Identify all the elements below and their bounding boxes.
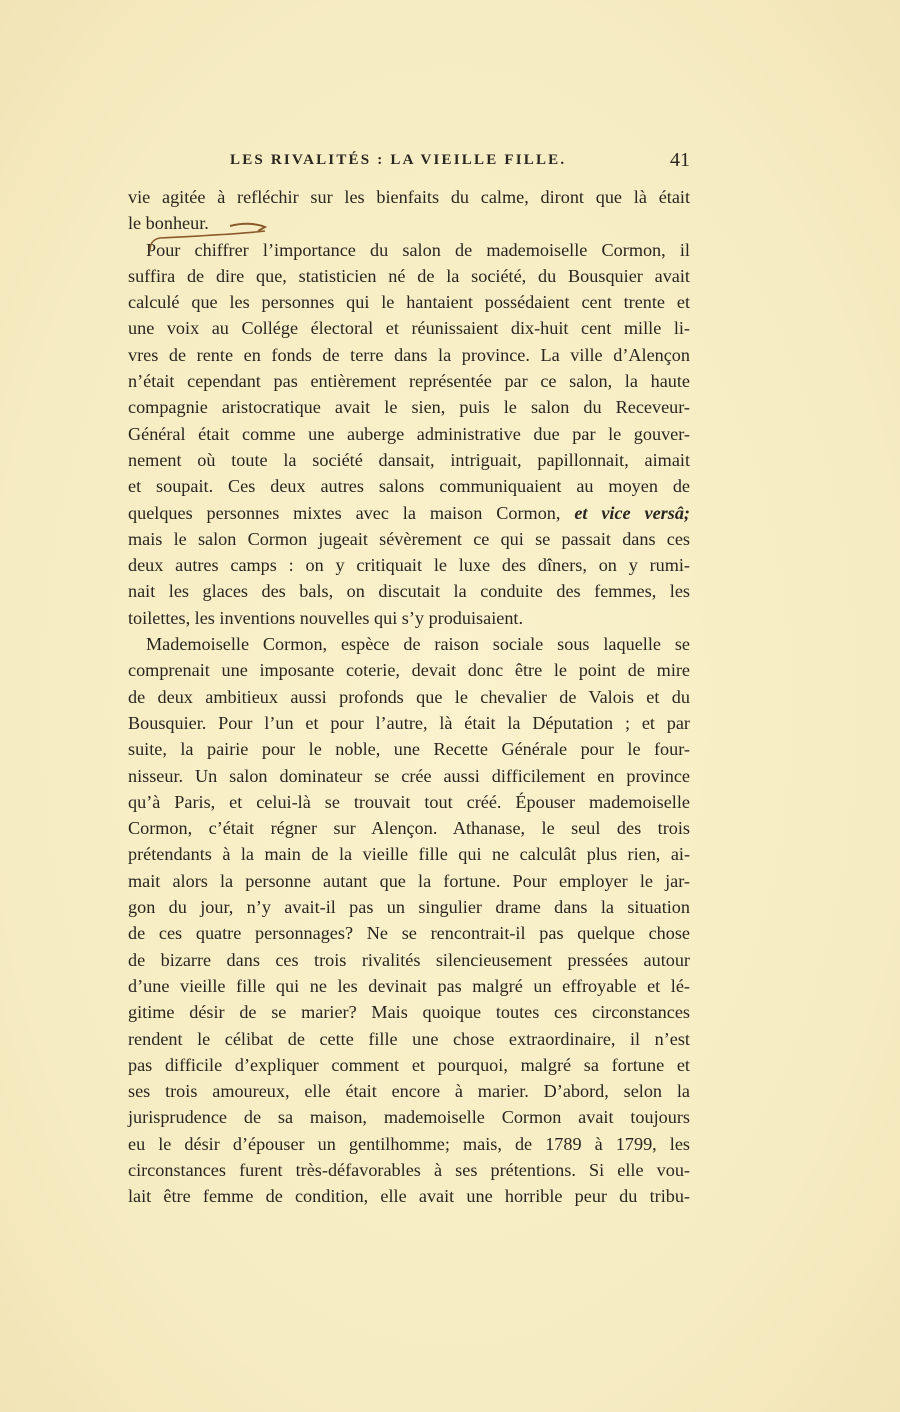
text-line [128,657,690,683]
text-line [128,342,690,368]
text-line [128,789,690,815]
text-line-content: et soupait. Ces deux autres salons communiquaient au moyen de [128,476,690,497]
text-line [128,920,690,946]
text-line-content: suffira de dire que, statisticien né de la société, du Bousquier avait [128,265,690,286]
text-line-content: jurisprudence de sa maison, mademoiselle Cormon avait toujours [128,1107,690,1128]
text-line [128,1052,690,1078]
text-line-content: lait être femme de condition, elle avait une horrible peur du tribu- [128,1186,690,1207]
text-line [128,526,690,552]
text-line [128,394,690,420]
text-line-content: prétendants à la main de la vieille fille qui ne calculât plus rien, ai- [128,844,690,865]
text-line-content: vie agitée à refléchir sur les bienfaits du calme, diront que là était [128,187,690,207]
text-line-content: suite, la pairie pour le noble, une Recette Générale pour le four- [128,739,690,760]
text-line-content: quelques personnes mixtes avec la maison Cormon, [128,502,575,523]
text-line [128,368,690,394]
text-line [128,605,690,631]
text-line [128,1078,690,1104]
text-line-content: n’était cependant pas entièrement représentée par ce salon, la haute [128,371,690,392]
body-text [128,184,690,1210]
text-line [128,684,690,710]
text-line-content: Cormon, c’était régner sur Alençon. Athanase, le seul des trois [128,818,690,839]
text-line [128,237,690,263]
italic-phrase: et vice versâ; [574,502,690,523]
text-line [128,1183,690,1209]
text-line-content: le bonheur. [128,213,209,234]
text-line [128,999,690,1025]
text-line [128,763,690,789]
text-line-content: de bizarre dans ces trois rivalités silencieusement pressées autour [128,949,690,970]
text-line-content: compagnie aristocratique avait le sien, puis le salon du Receveur- [128,397,690,418]
text-line [128,552,690,578]
text-line [128,736,690,762]
text-line [128,473,690,499]
text-line [128,184,690,210]
text-line-content: circonstances furent très-défavorables à ses prétentions. Si elle vou- [128,1159,690,1180]
page-header [128,149,690,178]
text-line-content: toilettes, les inventions nouvelles qui s’y produisaient. [128,607,524,628]
text-line-content: de deux ambitieux aussi profonds que le chevalier de Valois et du [128,686,690,707]
text-line-content: Général était comme une auberge administrative due par le gouver- [128,423,690,444]
text-line-content: Pour chiffrer l’importance du salon de mademoiselle Cormon, il [146,239,690,260]
text-line-content: vres de rente en fonds de terre dans la province. La ville d’Alençon [128,344,690,365]
text-line-content: une voix au Collége électoral et réunissaient dix-huit cent mille li- [128,318,690,339]
text-line-content: mais le salon Cormon jugeait sévèrement ce qui se passait dans ces [128,528,690,549]
text-line-content: Mademoiselle Cormon, espèce de raison sociale sous laquelle se [146,634,690,655]
text-line-content: ses trois amoureux, elle était encore à marier. D’abord, selon la [128,1081,690,1102]
text-line [128,1026,690,1052]
text-line [128,710,690,736]
text-line-content: pas difficile d’expliquer comment et pourquoi, malgré sa fortune et [128,1054,690,1075]
text-line-content: calculé que les personnes qui le hantaient possédaient cent trente et [128,292,690,313]
page-number: 41 [670,149,690,171]
text-line [128,894,690,920]
text-line-content: nisseur. Un salon dominateur se crée aussi difficilement en province [128,765,690,786]
text-line-content: qu’à Paris, et celui-là se trouvait tout créé. Épouser mademoiselle [128,791,690,812]
running-title: LES RIVALITÉS : LA VIEILLE FILLE. [230,152,567,168]
text-line [128,263,690,289]
text-line [128,973,690,999]
text-line-content: de ces quatre personnages? Ne se rencontrait-il pas quelque chose [128,923,690,944]
text-line-content: rendent le célibat de cette fille une chose extraordinaire, il n’est [128,1028,690,1049]
text-line-content: deux autres camps : on y critiquait le luxe des dîners, on y rumi- [128,555,690,576]
text-line-content: eu le désir d’épouser un gentilhomme; mais, de 1789 à 1799, les [128,1133,690,1154]
text-line [128,815,690,841]
text-line-content: gitime désir de se marier? Mais quoique toutes ces circonstances [128,1002,690,1023]
text-line-content: mait alors la personne autant que la fortune. Pour employer le jar- [128,870,690,891]
text-line [128,578,690,604]
text-line [128,500,690,526]
text-line-content: comprenait une imposante coterie, devait donc être le point de mire [128,660,690,681]
text-line [128,210,690,236]
text-line-content: Bousquier. Pour l’un et pour l’autre, là était la Députation ; et par [128,712,690,733]
text-line [128,841,690,867]
text-line [128,447,690,473]
text-line-content: d’une vieille fille qui ne les devinait pas malgré un effroyable et lé- [128,975,690,996]
text-line [128,1157,690,1183]
text-line [128,289,690,315]
text-line-content: gon du jour, n’y avait-il pas un singulier drame dans la situation [128,897,690,918]
text-line [128,868,690,894]
text-line [128,947,690,973]
text-line [128,315,690,341]
text-line [128,421,690,447]
text-line [128,1104,690,1130]
text-line-content: nement où toute la société dansait, intriguait, papillonnait, aimait [128,449,690,470]
text-line [128,1131,690,1157]
text-line [128,631,690,657]
text-line-content: nait les glaces des bals, on discutait la conduite des femmes, les [128,581,690,602]
